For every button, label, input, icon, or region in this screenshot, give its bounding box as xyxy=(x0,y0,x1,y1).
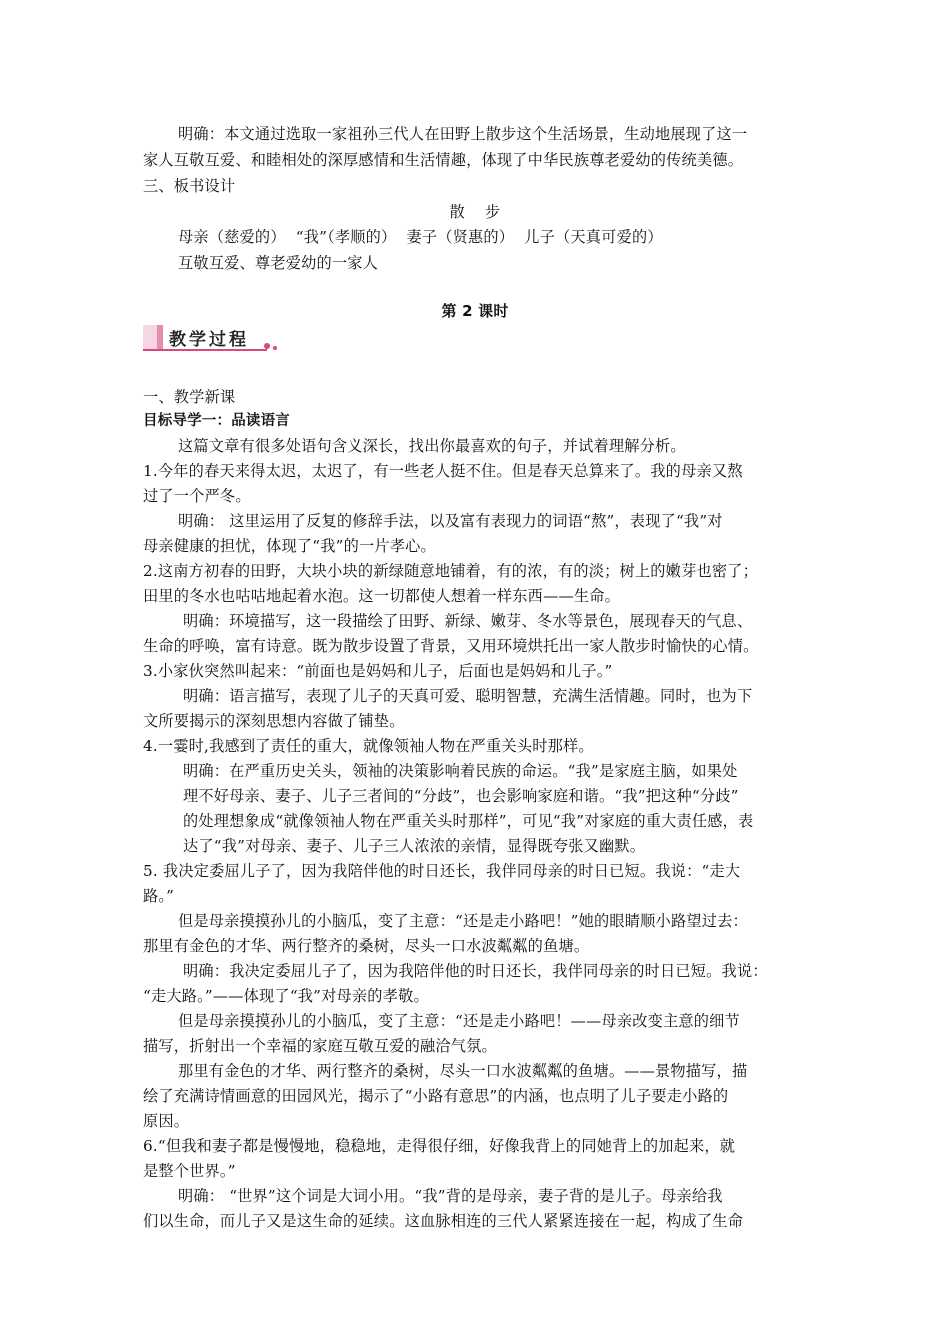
body-line: 明确：在严重历史关头，领袖的决策影响着民族的命运。“我”是家庭主脑，如果处 xyxy=(183,762,738,780)
body-line: 是整个世界。” xyxy=(143,1162,236,1180)
board-title: 散 步 xyxy=(449,203,501,221)
lesson-title: 第 2 课时 xyxy=(441,302,509,320)
body-line: 过了一个严冬。 xyxy=(143,487,251,505)
body-line: 绘了充满诗情画意的田园风光，揭示了“小路有意思”的内涵，也点明了儿子要走小路的 xyxy=(143,1087,729,1105)
body-line: 4.一霎时,我感到了责任的重大，就像领袖人物在严重关头时那样。 xyxy=(143,737,594,755)
body-line: 的处理想象成“就像领袖人物在严重关头时那样”，可见“我”对家庭的重大责任感，表 xyxy=(183,812,754,830)
body-line: 3.小家伙突然叫起来：“前面也是妈妈和儿子，后面也是妈妈和儿子。” xyxy=(143,662,613,680)
body-line: 明确：语言描写，表现了儿子的天真可爱、聪明智慧，充满生活情趣。同时，也为下 xyxy=(183,687,753,705)
board-line-2: 互敬互爱、尊老爱幼的一家人 xyxy=(178,254,379,272)
body-line: 田里的冬水也咕咕地起着水泡。这一切都使人想着一样东西——生命。 xyxy=(143,587,621,605)
top-line-1: 明确：本文通过选取一家祖孙三代人在田野上散步这个生活场景，生动地展现了这一 xyxy=(178,125,748,143)
body-line: 明确： “世界”这个词是大词小用。“我”背的是母亲，妻子背的是儿子。母亲给我 xyxy=(178,1187,723,1205)
banner-text: 教学过程 xyxy=(169,330,249,350)
body-line: 2.这南方初春的田野，大块小块的新绿随意地铺着，有的浓，有的淡；树上的嫩芽也密了； xyxy=(143,562,759,580)
body-line: 那里有金色的才华、两行整齐的桑树，尽头一口水波粼粼的鱼塘。——景物描写，描 xyxy=(178,1062,748,1080)
teaching-process-banner xyxy=(143,323,281,353)
body-line: 明确：我决定委屈儿子了，因为我陪伴他的时日还长，我伴同母亲的时日已短。我说： xyxy=(183,962,768,980)
body-line: 明确： 这里运用了反复的修辞手法，以及富有表现力的词语“熬”，表现了“我”对 xyxy=(178,512,723,530)
body-line: 们以生命，而儿子又是这生命的延续。这血脉相连的三代人紧紧连接在一起，构成了生命 xyxy=(143,1212,744,1230)
body-line: 1.今年的春天来得太迟，太迟了，有一些老人挺不住。但是春天总算来了。我的母亲又熬 xyxy=(143,462,743,480)
board-line-1: 母亲（慈爱的） “我”（孝顺的） 妻子（贤惠的） 儿子（天真可爱的） xyxy=(178,228,663,246)
body-line: 那里有金色的才华、两行整齐的桑树，尽头一口水波粼粼的鱼塘。 xyxy=(143,937,590,955)
body-line: 原因。 xyxy=(143,1112,190,1130)
body-line: 但是母亲摸摸孙儿的小脑瓜，变了主意：“还是走小路吧！——母亲改变主意的细节 xyxy=(178,1012,740,1030)
body-line: 文所要揭示的深刻思想内容做了铺垫。 xyxy=(143,712,405,730)
body-line: 6.“但我和妻子都是慢慢地，稳稳地，走得很仔细，好像我背上的同她背上的加起来，就 xyxy=(143,1137,736,1155)
body-line: 生命的呼唤，富有诗意。既为散步设置了背景，又用环境烘托出一家人散步时愉快的心情。 xyxy=(143,637,759,655)
body-line: 描写，折射出一个幸福的家庭互敬互爱的融洽气氛。 xyxy=(143,1037,497,1055)
objective-heading: 目标导学一：品读语言 xyxy=(143,413,290,429)
body-line: 达了“我”对母亲、妻子、儿子三人浓浓的亲情，显得既夸张又幽默。 xyxy=(183,837,646,855)
body-line: 母亲健康的担忧，体现了“我”的一片孝心。 xyxy=(143,537,436,555)
body-line: “走大路。”——体现了“我”对母亲的孝敬。 xyxy=(143,987,429,1005)
body-line: 5. 我决定委屈儿子了，因为我陪伴他的时日还长，我伴同母亲的时日已短。我说：“走大 xyxy=(143,862,741,880)
body-line: 一、教学新课 xyxy=(143,388,236,406)
body-line: 这篇文章有很多处语句含义深长，找出你最喜欢的句子，并试着理解分析。 xyxy=(178,437,686,455)
top-line-2: 家人互敬互爱、和睦相处的深厚感情和生活情趣，体现了中华民族尊老爱幼的传统美德。 xyxy=(143,151,744,169)
body-line: 明确：环境描写，这一段描绘了田野、新绿、嫩芽、冬水等景色，展现春天的气息、 xyxy=(183,612,753,630)
body-line: 理不好母亲、妻子、儿子三者间的“分歧”，也会影响家庭和谐。“我”把这种“分歧” xyxy=(183,787,739,805)
body-line: 但是母亲摸摸孙儿的小脑瓜，变了主意：“还是走小路吧！”她的眼睛顺小路望过去： xyxy=(178,912,748,930)
body-line: 路。” xyxy=(143,887,175,905)
section-heading: 三、板书设计 xyxy=(143,177,236,195)
